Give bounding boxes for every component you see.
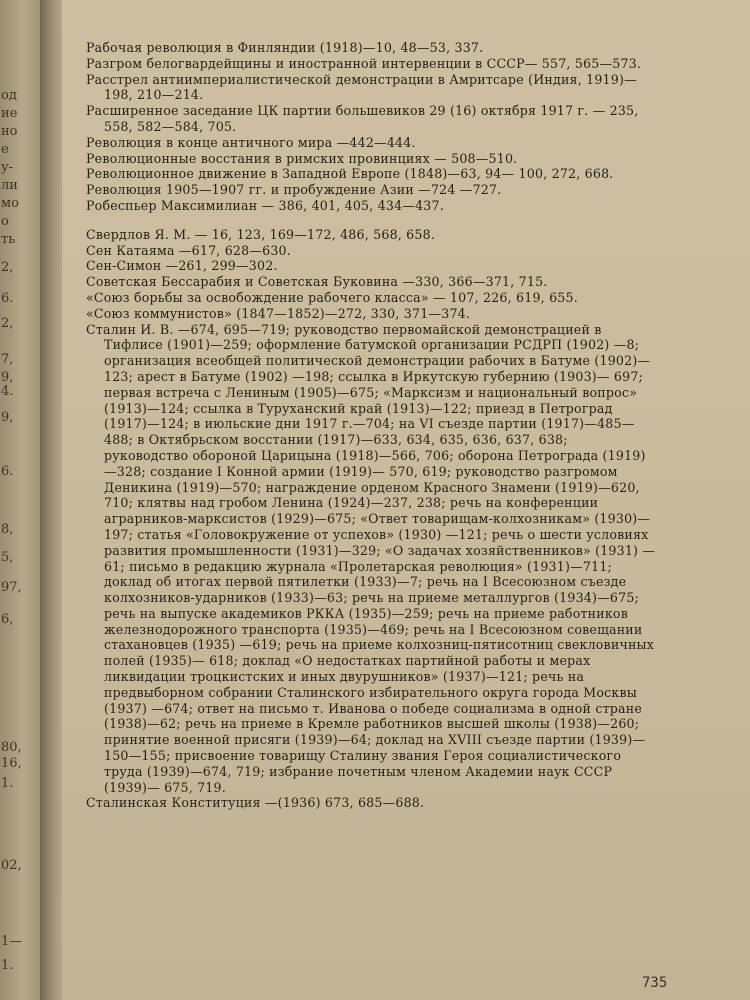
previous-page-fragment: 9, bbox=[1, 370, 14, 385]
previous-page-fragment: 2, bbox=[1, 260, 14, 275]
previous-page-fragment: мо bbox=[1, 196, 19, 211]
previous-page-fragment: е bbox=[1, 142, 9, 157]
previous-page-fragment: 16, bbox=[1, 756, 22, 771]
previous-page-fragment: 6. bbox=[1, 291, 14, 306]
page-number: 735 bbox=[642, 975, 668, 991]
index-entry: Расширенное заседание ЦК партии большевиков 29 (16) октября 1917 г. — 235, 558, 582—584, 705. bbox=[86, 103, 639, 134]
index-entry: Революционное движение в Западной Европе (1848)—63, 94— 100, 272, 668. bbox=[86, 166, 614, 182]
previous-page-fragment: 5, bbox=[1, 550, 14, 565]
index-entry: Революция 1905—1907 гг. и пробуждение Азии —724 —727. bbox=[86, 182, 502, 198]
index-entry: «Союз коммунистов» (1847—1852)—272, 330, 371—374. bbox=[86, 305, 471, 321]
previous-page-fragment: ие bbox=[1, 106, 18, 121]
index-section-s bbox=[86, 227, 656, 811]
previous-page-fragment: 1— bbox=[1, 934, 23, 949]
index-entry: Советская Бессарабия и Советская Буковина —330, 366—371, 715. bbox=[86, 274, 548, 290]
previous-page-fragment: 1. bbox=[1, 958, 14, 973]
previous-page-fragment: 97, bbox=[1, 580, 22, 595]
previous-page-fragment: 6, bbox=[1, 612, 14, 627]
index-entry: Рабочая революция в Финляндии (1918)—10, 48—53, 337. bbox=[86, 40, 484, 55]
previous-page-fragment: 8, bbox=[1, 522, 14, 537]
index-entry: «Союз борьбы за освобождение рабочего класса» — 107, 226, 619, 655. bbox=[86, 289, 578, 305]
previous-page-fragment: 1. bbox=[1, 776, 14, 791]
previous-page-fragment: 7, bbox=[1, 352, 14, 367]
index-entry: Разгром белогвардейщины и иностранной интервенции в СССР— 557, 565—573. bbox=[86, 55, 642, 71]
previous-page-fragment: но bbox=[1, 124, 18, 139]
previous-page-fragment: 6. bbox=[1, 464, 14, 479]
index-entry: Сталинская Конституция —(1936) 673, 685—688. bbox=[86, 795, 425, 811]
previous-page-fragment: 02, bbox=[1, 858, 22, 873]
index-entry: Революция в конце античного мира —442—444. bbox=[86, 134, 416, 150]
index-entry: Революционные восстания в римских провинциях — 508—510. bbox=[86, 150, 518, 166]
previous-page-fragment: од bbox=[1, 88, 17, 103]
index-section-r bbox=[86, 40, 656, 214]
index-entry: Робеспьер Максимилиан — 386, 401, 405, 434—437. bbox=[86, 197, 444, 213]
previous-page-fragment: 9, bbox=[1, 410, 14, 425]
previous-page-fragment: о bbox=[1, 214, 9, 229]
previous-page-edge bbox=[0, 0, 40, 1000]
previous-page-fragment: 80, bbox=[1, 740, 22, 755]
previous-page-fragment: ть bbox=[1, 232, 16, 247]
previous-page-fragment: у- bbox=[1, 160, 14, 175]
index-entry-stalin: Сталин И. В. —674, 695—719; руководство первомайской демонстрацией в Тифлисе (1901)—259; оформление батумской организации РСДРП (1902) —8; организация всеобщей политической демонстрации рабочих в Батуме (1902)—123; арест в Батуме (1902) —198; ссылка в Иркутскую губернию (1903)— 697; первая встреча с Лениным (1905)—675; «Марксизм и национальный вопрос» (1913)—124; ссылка в Туруханский край (1913)—122; приезд в Петроград (1917)—124; в июльские дни 1917 г.—704; на VI съезде партии (1917)—485—488; в Октябрьском восстании (1917)—633, 634, 635, 636, 637, 638; руководство обороной Царицына (1918)—566, 706; оборона Петрограда (1919)—328; создание I Конной армии (1919)— 570, 619; руководство разгромом Деникина (1919)—570; награждение орденом Красного Знамени (1919)—620, 710; клятвы над гробом Ленина (1924)—237, 238; речь на конференции аграрников-марксистов (1929)—675; «Ответ товарищам-колхозникам» (1930)—197; статья «Головокружение от успехов» (1930) —121; речь о шести условиях развития промышленности (1931)—329; «О задачах хозяйственников» (1931) —61; письмо в редакцию журнала «Пролетарская революция» (1931)—711; доклад об итогах первой пятилетки (1933)—7; речь на I Всесоюзном съезде колхозников-ударников (1933)—63; речь на приеме металлургов (1934)—675; речь на выпуске академиков РККА (1935)—259; речь на приеме работников железнодорожного транспорта (1935)—469; речь на I Всесоюзном совещании стахановцев (1935) —619; речь на приеме колхозниц-пятисотниц свекловичных полей (1935)— 618; доклад «О недостатках партийной работы и мерах ликвидации троцкистских и иных двурушников» (1937)—121; речь на предвыборном собрании Сталинского избирательного округа города Москвы (1937) —674; ответ на письмо т. Иванова о победе социализма в одной стране (1938)—62; речь на приеме в Кремле работников высшей школы (1938)—260; принятие военной присяги (1939)—64; доклад на XVIII съезде партии (1939)—150—155; присвоение товарищу Сталину звания Героя социалистического труда (1939)—674, 719; избрание почетным членом Академии наук СССР (1939)— 675, 719. bbox=[86, 321, 656, 795]
previous-page-fragment: ли bbox=[1, 178, 18, 193]
previous-page-fragment: 4. bbox=[1, 384, 14, 399]
section-gap bbox=[86, 214, 656, 227]
index-content bbox=[86, 40, 656, 811]
previous-page-fragment: 2, bbox=[1, 316, 14, 331]
index-entry: Свердлов Я. М. — 16, 123, 169—172, 486, 568, 658. bbox=[86, 226, 436, 242]
book-gutter bbox=[40, 0, 62, 1000]
index-entry: Расстрел антиимпериалистической демонстрации в Амритсаре (Индия, 1919)—198, 210—214. bbox=[86, 71, 637, 103]
index-entry: Сен-Симон —261, 299—302. bbox=[86, 258, 278, 274]
index-entry: Сен Катаяма —617, 628—630. bbox=[86, 242, 291, 258]
